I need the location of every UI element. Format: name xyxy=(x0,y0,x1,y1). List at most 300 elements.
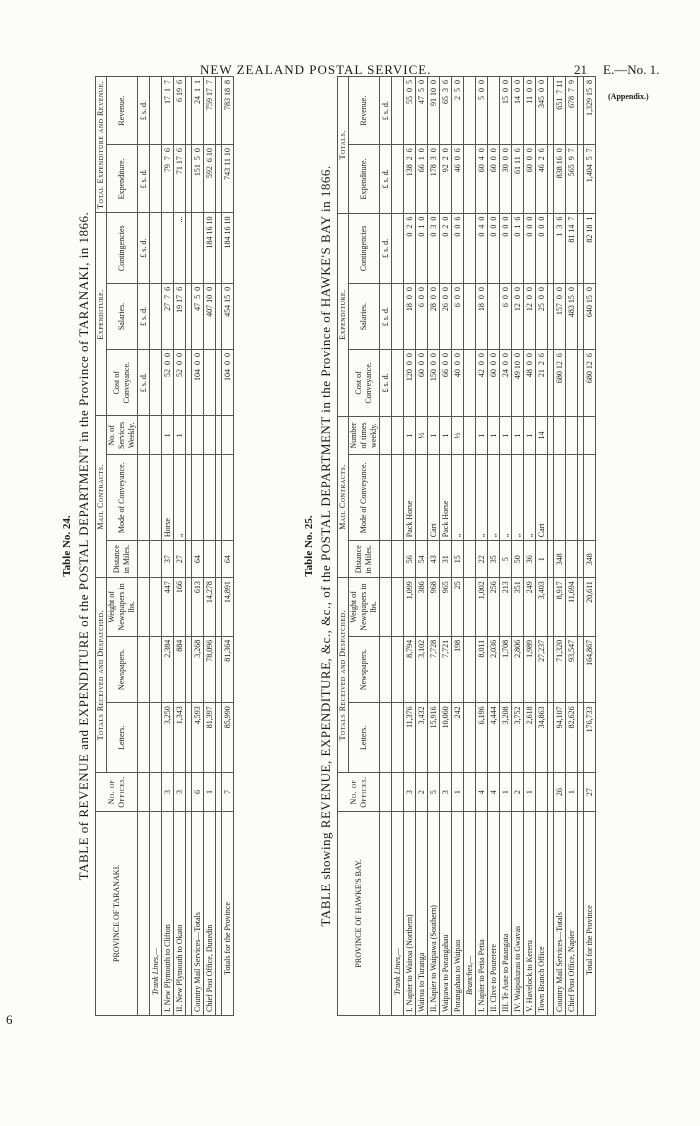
cell-offices: 4 xyxy=(476,773,488,811)
cell-weekly: 1 xyxy=(488,416,500,455)
cell-cont: 0 0 0 xyxy=(524,213,536,283)
cell-cost xyxy=(204,350,216,416)
row-label: I. New Plymouth to Clifton xyxy=(162,811,174,1015)
cell-salaries: 454 15 0 xyxy=(222,283,234,349)
cell-letters: 10,060 xyxy=(440,703,452,773)
cell-weight: 8,917 xyxy=(554,578,566,637)
col-group-mail: Mail Contracts. xyxy=(96,416,107,578)
appendix-label: (Appendix.) xyxy=(608,92,649,101)
cell-rev: 651 7 11 xyxy=(554,77,566,145)
cell-salaries: 12 0 0 xyxy=(512,284,524,350)
cell-exp: 1,404 5 7 xyxy=(584,145,596,213)
cell-letters: 2,618 xyxy=(524,703,536,773)
cell-miles: 36 xyxy=(524,541,536,578)
cell-miles: 35 xyxy=(488,541,500,578)
cell-salaries: 483 15 0 xyxy=(566,284,578,350)
cell-salaries: 26 0 0 xyxy=(440,284,452,350)
table-row xyxy=(584,77,596,1016)
section-row xyxy=(464,77,476,1016)
cell-miles: 64 xyxy=(222,541,234,578)
cell-letters: 6,196 xyxy=(476,703,488,773)
cell-cost: 48 0 0 xyxy=(524,350,536,416)
cell-miles xyxy=(204,541,216,578)
lsd-header: £ s. d. xyxy=(380,213,392,283)
cell-weight: 256 xyxy=(488,578,500,637)
cell-offices: 27 xyxy=(584,773,596,811)
col-weight: Weight of Newspapers in lbs. xyxy=(107,578,138,637)
col-contingencies: Contingencies xyxy=(349,213,380,283)
table-25-number: Table No. 25. xyxy=(303,515,315,577)
cell-newspapers: 198 xyxy=(452,636,464,703)
section-label: Trunk Lines,— xyxy=(150,811,162,1015)
cell-exp: 178 3 0 xyxy=(428,145,440,213)
col-salaries: Salaries. xyxy=(107,283,138,349)
cell-weekly: ½ xyxy=(452,416,464,455)
cell-offices: 2 xyxy=(512,773,524,811)
running-title: NEW ZEALAND POSTAL SERVICE. xyxy=(200,62,432,77)
row-label: Totals for the Province xyxy=(222,811,234,1015)
col-weekly: Number of times weekly. xyxy=(349,416,380,455)
cell-cost: 52 0 0 xyxy=(174,350,186,416)
cell-miles: 56 xyxy=(404,541,416,578)
col-mode: Mode of Conveyance. xyxy=(349,455,380,541)
col-group-expenditure: Expenditure. xyxy=(96,213,107,416)
lsd-header: £ s. d. xyxy=(380,77,392,145)
row-label: III. Te Aute to Patangata xyxy=(500,811,512,1015)
cell-newspapers: 1,708 xyxy=(500,636,512,703)
col-revenue: Revenue. xyxy=(349,77,380,145)
cell-letters: 3,432 xyxy=(416,703,428,773)
cell-cont: 184 16 10 xyxy=(204,213,216,283)
cell-offices: 1 xyxy=(204,773,216,811)
cell-letters: 3,752 xyxy=(512,703,524,773)
cell-cost xyxy=(566,350,578,416)
cell-exp: 60 0 0 xyxy=(488,145,500,213)
cell-offices: 3 xyxy=(440,773,452,811)
cell-miles: 22 xyxy=(476,541,488,578)
cell-offices: 5 xyxy=(428,773,440,811)
cell-cont xyxy=(192,213,204,283)
col-newspapers: Newspapers. xyxy=(349,636,380,703)
cell-cost: 24 0 0 xyxy=(500,350,512,416)
col-distance: Distance in Miles. xyxy=(107,541,138,578)
table-row xyxy=(500,77,512,1016)
table-row xyxy=(416,77,428,1016)
cell-mode: „ xyxy=(512,455,524,541)
cell-mode: Cart xyxy=(428,455,440,541)
cell-miles: 31 xyxy=(440,541,452,578)
cell-letters: 3,250 xyxy=(162,703,174,773)
cell-letters: 11,376 xyxy=(404,703,416,773)
cell-offices: 26 xyxy=(554,773,566,811)
cell-mode xyxy=(222,455,234,541)
cell-weekly: 1 xyxy=(500,416,512,455)
cell-salaries: 6 0 0 xyxy=(500,284,512,350)
cell-miles: 348 xyxy=(554,541,566,578)
cell-newspapers: 93,547 xyxy=(566,636,578,703)
lsd-header: £ s. d. xyxy=(138,77,150,145)
cell-weight: 351 xyxy=(512,578,524,637)
cell-offices: 1 xyxy=(452,773,464,811)
cell-rev: 759 17 7 xyxy=(204,77,216,145)
cell-newspapers: 2,384 xyxy=(162,636,174,703)
cell-mode xyxy=(554,455,566,541)
col-cost: Cost of Conveyance. xyxy=(349,350,380,416)
cell-cont: 0 0 0 xyxy=(488,213,500,283)
cell-cont: 0 0 0 xyxy=(500,213,512,283)
cell-cont: 0 0 0 xyxy=(536,213,548,283)
cell-offices: 2 xyxy=(416,773,428,811)
table-25-title: TABLE showing REVENUE, EXPENDITURE, &c., &c., of the POSTAL DEPARTMENT in the Province of HAWKE'S BAY in 1866. xyxy=(318,165,333,927)
cell-cost: 49 10 0 xyxy=(512,350,524,416)
cell-cost: 40 0 0 xyxy=(452,350,464,416)
row-label: Waipawa to Porangahau xyxy=(440,811,452,1015)
cell-mode xyxy=(566,455,578,541)
table-row xyxy=(440,77,452,1016)
cell-mode: „ xyxy=(452,455,464,541)
cell-mode: „ xyxy=(174,455,186,541)
cell-cost: 60 0 0 xyxy=(488,350,500,416)
cell-cont: 82 18 1 xyxy=(584,213,596,283)
cell-offices: 3 xyxy=(162,773,174,811)
lsd-header: £ s. d. xyxy=(138,213,150,283)
cell-cont: 1 3 6 xyxy=(554,213,566,283)
cell-salaries: 640 15 0 xyxy=(584,284,596,350)
col-contingencies: Contingencies xyxy=(107,213,138,283)
cell-mode: „ xyxy=(488,455,500,541)
cell-weight: 25 xyxy=(452,578,464,637)
section-label: Branches,— xyxy=(464,811,476,1015)
cell-cost: 680 12 6 xyxy=(554,350,566,416)
cell-exp: 60 4 0 xyxy=(476,145,488,213)
cell-salaries: 407 10 0 xyxy=(204,283,216,349)
paper-number: E.—No. 1. xyxy=(603,62,660,77)
cell-weekly: ½ xyxy=(416,416,428,455)
cell-cont: 0 2 6 xyxy=(404,213,416,283)
cell-letters: 94,107 xyxy=(554,703,566,773)
cell-rev: 6 19 6 xyxy=(174,77,186,145)
cell-mode: „ xyxy=(500,455,512,541)
cell-letters: 242 xyxy=(452,703,464,773)
table-row xyxy=(428,77,440,1016)
lsd-spacer xyxy=(138,811,150,1015)
cell-mode xyxy=(204,455,216,541)
cell-exp: 565 9 7 xyxy=(566,145,578,213)
cell-salaries: 12 0 0 xyxy=(524,284,536,350)
cell-weight: 166 xyxy=(174,578,186,637)
cell-newspapers: 7,721 xyxy=(440,636,452,703)
lsd-header: £ s. d. xyxy=(138,145,150,213)
cell-exp: 61 11 6 xyxy=(512,145,524,213)
cell-mode: „ xyxy=(524,455,536,541)
cell-weight: 447 xyxy=(162,578,174,637)
col-letters: Letters. xyxy=(107,703,138,773)
table-row xyxy=(162,77,174,1016)
cell-miles: 27 xyxy=(174,541,186,578)
section-row xyxy=(392,77,404,1016)
lsd-header: £ s. d. xyxy=(138,350,150,416)
cell-salaries: 47 5 0 xyxy=(192,283,204,349)
table-row xyxy=(488,77,500,1016)
cell-newspapers: 7,728 xyxy=(428,636,440,703)
cell-rev: 11 0 0 xyxy=(524,77,536,145)
cell-rev: 47 5 0 xyxy=(416,77,428,145)
cell-rev: 91 10 0 xyxy=(428,77,440,145)
cell-weight: 14,891 xyxy=(222,578,234,637)
cell-offices: 1 xyxy=(566,773,578,811)
cell-exp: 151 5 0 xyxy=(192,145,204,213)
col-exp: Expenditure. xyxy=(349,145,380,213)
col-exp: Expenditure. xyxy=(107,145,138,213)
row-label: V. Havelock to Kereru xyxy=(524,811,536,1015)
table-row xyxy=(204,77,216,1016)
cell-weight: 965 xyxy=(440,578,452,637)
cell-newspapers: 27,237 xyxy=(536,636,548,703)
cell-miles: 64 xyxy=(192,541,204,578)
cell-weight: 20,611 xyxy=(584,578,596,637)
cell-miles: 43 xyxy=(428,541,440,578)
cell-weekly: 1 xyxy=(404,416,416,455)
cell-salaries xyxy=(488,284,500,350)
cell-cont: 0 4 0 xyxy=(476,213,488,283)
cell-weight: 213 xyxy=(500,578,512,637)
row-label: Town Branch Office xyxy=(536,811,548,1015)
row-label: II. Napier to Waipawa (Southern) xyxy=(428,811,440,1015)
cell-cost: 104 0 0 xyxy=(222,350,234,416)
cell-cost: 66 0 0 xyxy=(440,350,452,416)
cell-offices: 4 xyxy=(488,773,500,811)
col-letters: Letters. xyxy=(349,703,380,773)
table-row xyxy=(192,77,204,1016)
col-group-mail: Mail Contracts. xyxy=(338,416,349,578)
cell-newspapers: 81,364 xyxy=(222,636,234,703)
cell-newspapers: 884 xyxy=(174,636,186,703)
cell-exp: 838 16 0 xyxy=(554,145,566,213)
cell-rev: 24 1 1 xyxy=(192,77,204,145)
cell-exp: 743 11 10 xyxy=(222,145,234,213)
cell-newspapers: 8,011 xyxy=(476,636,488,703)
cell-exp: 60 0 0 xyxy=(524,145,536,213)
cell-cont xyxy=(162,213,174,283)
cell-weekly: 1 xyxy=(162,416,174,455)
cell-weight: 14,278 xyxy=(204,578,216,637)
cell-salaries: 157 0 0 xyxy=(554,284,566,350)
cell-letters: 1,343 xyxy=(174,703,186,773)
table-25-grid xyxy=(337,76,596,1016)
side-page-number: 6 xyxy=(6,1012,13,1027)
cell-offices xyxy=(536,773,548,811)
cell-cost: 150 0 0 xyxy=(428,350,440,416)
cell-salaries: 6 0 0 xyxy=(452,284,464,350)
cell-weekly: 1 xyxy=(440,416,452,455)
cell-newspapers: 2,036 xyxy=(488,636,500,703)
col-weekly: No. of Services Weekly. xyxy=(107,416,138,455)
cell-weekly: 1 xyxy=(428,416,440,455)
table-row xyxy=(554,77,566,1016)
cell-weight: 1,099 xyxy=(404,578,416,637)
cell-cost: 52 0 0 xyxy=(162,350,174,416)
cell-newspapers: 2,806 xyxy=(512,636,524,703)
cell-cont: 81 14 7 xyxy=(566,213,578,283)
cell-offices: 3 xyxy=(174,773,186,811)
cell-rev: 15 0 0 xyxy=(500,77,512,145)
cell-weekly: 14 xyxy=(536,416,548,455)
col-cost: Cost of Conveyance. xyxy=(107,350,138,416)
cell-offices: 7 xyxy=(222,773,234,811)
col-salaries: Salaries. xyxy=(349,284,380,350)
table-25 xyxy=(302,76,596,1016)
col-weight: Weight of Newspapers in lbs. xyxy=(349,578,380,637)
cell-offices: 3 xyxy=(404,773,416,811)
cell-miles xyxy=(566,541,578,578)
table-row xyxy=(222,77,234,1016)
cell-weekly xyxy=(192,416,204,455)
cell-cost: 42 0 0 xyxy=(476,350,488,416)
cell-letters: 176,733 xyxy=(584,703,596,773)
table-row xyxy=(476,77,488,1016)
table-row xyxy=(404,77,416,1016)
cell-newspapers: 3,102 xyxy=(416,636,428,703)
cell-salaries: 25 0 0 xyxy=(536,284,548,350)
cell-rev: 678 7 9 xyxy=(566,77,578,145)
table-row xyxy=(174,77,186,1016)
cell-letters: 82,626 xyxy=(566,703,578,773)
cell-cont: 0 0 6 xyxy=(452,213,464,283)
cell-salaries: 28 0 0 xyxy=(428,284,440,350)
table-25-body xyxy=(392,77,596,1016)
table-row xyxy=(536,77,548,1016)
cell-offices: 1 xyxy=(500,773,512,811)
cell-cost: 104 0 0 xyxy=(192,350,204,416)
cell-weight: 613 xyxy=(192,578,204,637)
cell-letters: 15,916 xyxy=(428,703,440,773)
table-24-title: TABLE of REVENUE and EXPENDITURE of the POSTAL DEPARTMENT in the Province of TARANAKI, in 1866. xyxy=(76,211,91,881)
cell-mode: Cart xyxy=(536,455,548,541)
col-distance: Distance in Miles. xyxy=(349,541,380,578)
table-24 xyxy=(60,76,234,1016)
cell-exp: 30 0 0 xyxy=(500,145,512,213)
cell-newspapers: 164,867 xyxy=(584,636,596,703)
cell-weekly: 1 xyxy=(174,416,186,455)
cell-salaries: 27 7 6 xyxy=(162,283,174,349)
cell-newspapers: 1,989 xyxy=(524,636,536,703)
cell-letters: 81,397 xyxy=(204,703,216,773)
cell-miles: 5 xyxy=(500,541,512,578)
row-label: Wairoa to Turanga xyxy=(416,811,428,1015)
cell-newspapers: 8,794 xyxy=(404,636,416,703)
col-offices: No. of Offices. xyxy=(96,773,138,811)
cell-mode: „ xyxy=(476,455,488,541)
cell-letters: 4,444 xyxy=(488,703,500,773)
row-label: Total for the Province xyxy=(584,811,596,1015)
table-24-body xyxy=(162,77,234,1016)
cell-weight: 3,403 xyxy=(536,578,548,637)
cell-rev: 5 0 0 xyxy=(476,77,488,145)
cell-miles: 54 xyxy=(416,541,428,578)
cell-exp: 79 7 6 xyxy=(162,145,174,213)
cell-salaries: 18 0 0 xyxy=(476,284,488,350)
col-newspapers: Newspapers. xyxy=(107,636,138,703)
cell-weight: 386 xyxy=(416,578,428,637)
col-group-totals2: Totals. xyxy=(338,77,349,214)
row-label: II. Clive to Pourerere xyxy=(488,811,500,1015)
cell-salaries: 6 0 0 xyxy=(416,284,428,350)
cell-weight: 11,694 xyxy=(566,578,578,637)
cell-cont: 0 1 0 xyxy=(416,213,428,283)
cell-cost: 680 12 6 xyxy=(584,350,596,416)
cell-cont: ... xyxy=(174,213,186,283)
cell-rev: 17 1 7 xyxy=(162,77,174,145)
table-24-number: Table No. 24. xyxy=(61,515,73,577)
cell-letters: 3,208 xyxy=(500,703,512,773)
cell-letters: 34,863 xyxy=(536,703,548,773)
row-label: Chief Post Office, Dunedin xyxy=(204,811,216,1015)
cell-offices: 6 xyxy=(192,773,204,811)
cell-exp: 46 2 6 xyxy=(536,145,548,213)
cell-exp: 592 6 10 xyxy=(204,145,216,213)
cell-miles: 1 xyxy=(536,541,548,578)
cell-weekly xyxy=(584,416,596,455)
cell-mode: Pack Horse xyxy=(440,455,452,541)
table-24-grid xyxy=(95,76,234,1016)
cell-offices: 1 xyxy=(524,773,536,811)
lsd-header: £ s. d. xyxy=(380,350,392,416)
cell-salaries: 19 17 6 xyxy=(174,283,186,349)
cell-miles: 15 xyxy=(452,541,464,578)
cell-cost: 60 0 0 xyxy=(416,350,428,416)
cell-cont: 0 2 0 xyxy=(440,213,452,283)
cell-cont: 0 1 6 xyxy=(512,213,524,283)
row-label: Country Mail Services—Totals xyxy=(554,811,566,1015)
table-row xyxy=(524,77,536,1016)
cell-weekly xyxy=(204,416,216,455)
col-group-totals: Totals Received and Despatched. xyxy=(96,578,107,773)
cell-rev: 1,329 15 8 xyxy=(584,77,596,145)
cell-weekly: 1 xyxy=(524,416,536,455)
cell-cost: 21 2 6 xyxy=(536,350,548,416)
cell-exp: 138 2 6 xyxy=(404,145,416,213)
lsd-header: £ s. d. xyxy=(138,283,150,349)
cell-letters: 4,593 xyxy=(192,703,204,773)
cell-mode xyxy=(192,455,204,541)
cell-weight: 249 xyxy=(524,578,536,637)
row-label: II. New Plymouth to Okato xyxy=(174,811,186,1015)
cell-newspapers: 3,268 xyxy=(192,636,204,703)
row-label: Chief Post Office, Napier xyxy=(566,811,578,1015)
cell-miles: 50 xyxy=(512,541,524,578)
cell-mode: Horse xyxy=(162,455,174,541)
row-label: I. Napier to Wairoa (Northern) xyxy=(404,811,416,1015)
col-revenue: Revenue. xyxy=(107,77,138,145)
lsd-header: £ s. d. xyxy=(380,284,392,350)
cell-cont: 184 16 10 xyxy=(222,213,234,283)
cell-weekly: 1 xyxy=(512,416,524,455)
col-mode: Mode of Conveyance. xyxy=(107,455,138,541)
cell-weekly xyxy=(566,416,578,455)
col-group-total-exp: Total Expenditure and Revenue. xyxy=(96,77,107,213)
col-province: PROVINCE OF TARANAKI. xyxy=(96,811,138,1015)
cell-weekly: 1 xyxy=(476,416,488,455)
cell-mode xyxy=(416,455,428,541)
row-label: Porangahau to Waipau xyxy=(452,811,464,1015)
lsd-spacer xyxy=(380,811,392,1015)
cell-rev: 65 3 6 xyxy=(440,77,452,145)
cell-cost: 120 0 0 xyxy=(404,350,416,416)
table-row xyxy=(566,77,578,1016)
col-province: PROVINCE OF HAWKE'S BAY. xyxy=(338,811,380,1015)
section-label: Trunk Lines,— xyxy=(392,811,404,1015)
cell-exp: 66 1 0 xyxy=(416,145,428,213)
